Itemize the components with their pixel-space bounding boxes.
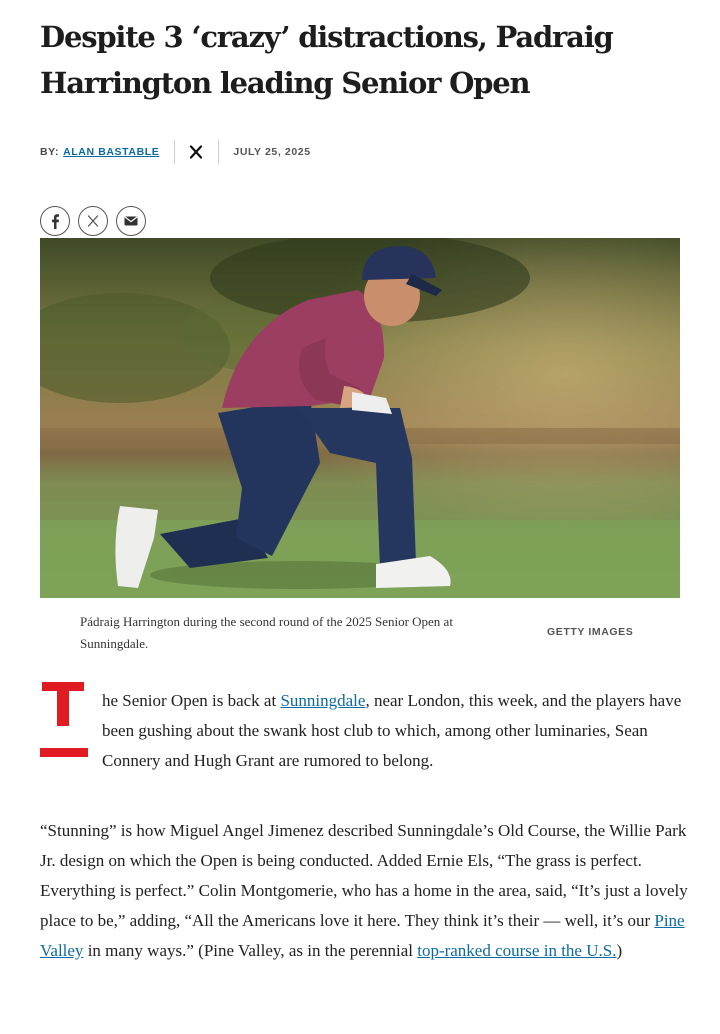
x-icon[interactable]	[189, 145, 203, 159]
body-paragraph-1	[102, 686, 692, 776]
byline-divider	[218, 140, 219, 164]
text-run: he Senior Open is back at	[102, 691, 281, 710]
share-bar	[40, 206, 146, 236]
email-share-button[interactable]	[116, 206, 146, 236]
x-icon	[87, 215, 99, 227]
byline-prefix: BY:	[40, 146, 60, 158]
facebook-share-button[interactable]	[40, 206, 70, 236]
text-run: )	[616, 941, 623, 960]
sunningdale-link[interactable]: Sunningdale	[280, 691, 366, 710]
email-icon	[124, 216, 138, 226]
image-caption: Pádraig Harrington during the second round of the 2025 Senior Open at Sunningdale.	[80, 614, 453, 651]
image-credit: GETTY IMAGES	[547, 626, 634, 638]
text-run: , near London, this week, and the players have been gushing about the swank host club to which, among other luminaries, Sean Connery and Hugh Grant are rumored to belong.	[102, 691, 682, 770]
publish-date: JULY 25, 2025	[233, 146, 311, 158]
top-ranked-course-link[interactable]: top-ranked course in the U.S.	[417, 941, 617, 960]
body-paragraph-2	[40, 816, 690, 966]
article-photo	[40, 238, 680, 598]
facebook-icon	[49, 213, 61, 229]
text-run: “Stunning” is how Miguel Angel Jimenez described Sunningdale’s Old Course, the Willie Park Jr. design on which the Open is being conducted. Added Ernie Els, “The grass is perfect. Everything is perfect.” Colin Montgomerie, who has a home in the area, said, “It’s just a lovely place to be,” adding, “All the Americans love it here. They think it’s their — well, it’s our	[40, 821, 688, 930]
x-share-button[interactable]	[78, 206, 108, 236]
article-headline: Despite 3 ‘crazy’ distractions, Padraig Harrington leading Senior Open	[40, 20, 613, 100]
text-run: in many ways.” (Pine Valley, as in the perennial	[83, 941, 418, 960]
byline-divider	[174, 140, 175, 164]
byline	[40, 138, 311, 166]
author-link[interactable]: ALAN BASTABLE	[63, 146, 160, 158]
pine-valley-link[interactable]: Pine Valley	[40, 911, 685, 960]
drop-cap	[40, 682, 88, 758]
